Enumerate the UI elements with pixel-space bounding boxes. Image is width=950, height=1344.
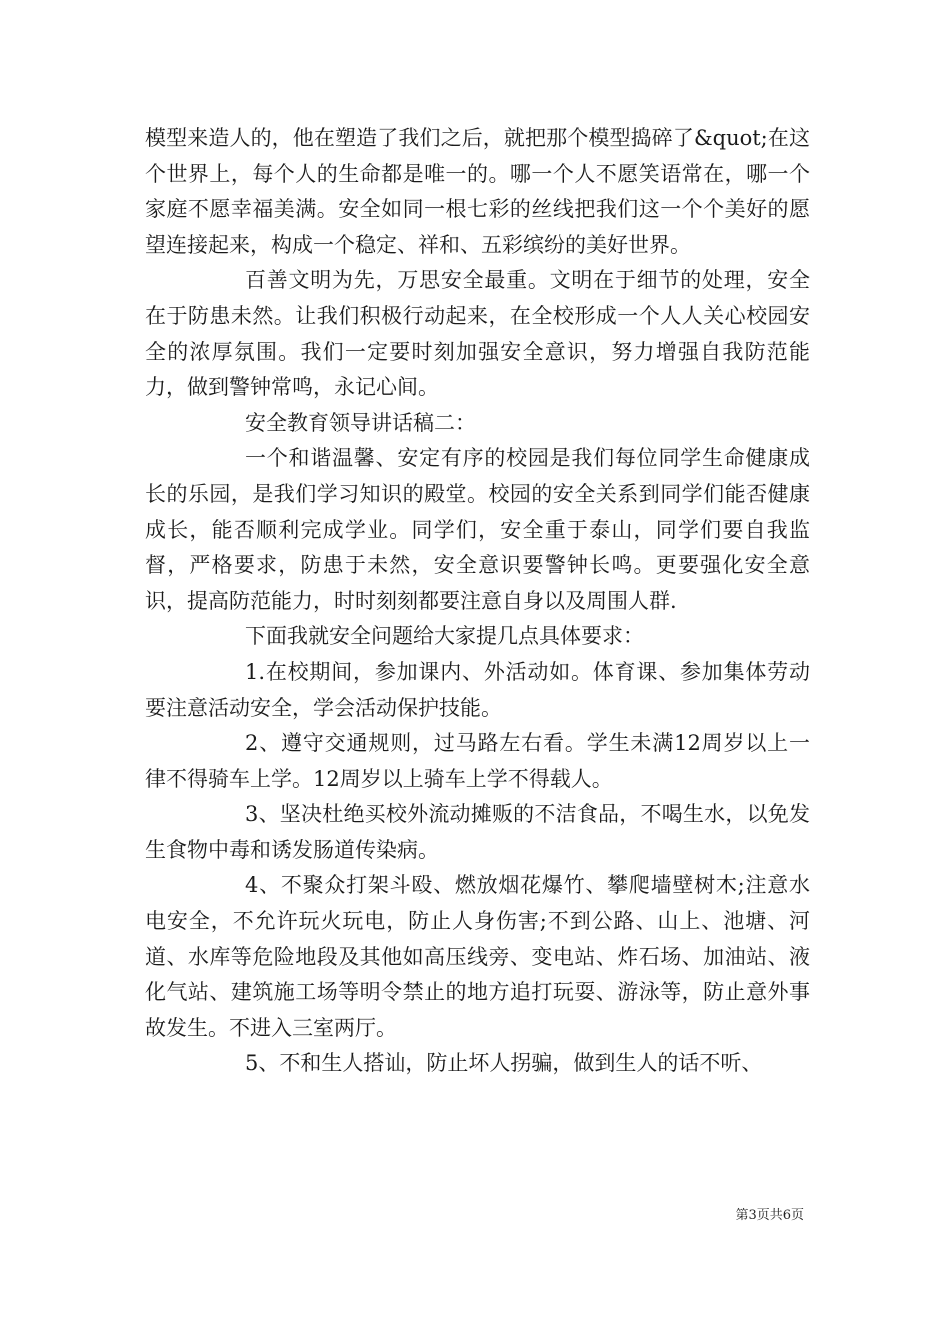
list-item-4: 4、不聚众打架斗殴、燃放烟花爆竹、攀爬墙壁树木;注意水电安全，不允许玩火玩电，防止人身伤害;不到公路、山上、池塘、河道、水库等危险地段及其他如高压线旁、变电站、炸石场、加油站、液化气站、建筑施工场等明令禁止的地方追打玩耍、游泳等，防止意外事故发生。不进入三室两厅。 (145, 873, 810, 1040)
list-item-5: 5、不和生人搭讪，防止坏人拐骗，做到生人的话不听、 (245, 1051, 763, 1076)
list-item-3: 3、坚决杜绝买校外流动摊贩的不洁食品，不喝生水，以免发生食物中毒和诱发肠道传染病。 (145, 802, 810, 862)
section-heading: 安全教育领导讲话稿二： (245, 410, 476, 435)
list-item-1: 1.在校期间，参加课内、外活动如。体育课、参加集体劳动要注意活动安全，学会活动保护技能。 (145, 659, 810, 720)
paragraph-1: 模型来造人的，他在塑造了我们之后，就把那个模型捣碎了&quot;在这个世界上，每个人的生命都是唯一的。哪一个人不愿笑语常在，哪一个家庭不愿幸福美满。安全如同一根七彩的丝线把我们这一个个美好的愿望连接起来，构成一个稳定、祥和、五彩缤纷的美好世界。 (145, 126, 810, 257)
paragraph-2: 百善文明为先，万思安全最重。文明在于细节的处理，安全在于防患未然。让我们积极行动起来，在全校形成一个人人关心校园安全的浓厚氛围。我们一定要时刻加强安全意识，努力增强自我防范能力，做到警钟常鸣，永记心间。 (145, 268, 810, 400)
list-item-2: 2、遵守交通规则，过马路左右看。学生未满12周岁以上一律不得骑车上学。12周岁以上骑车上学不得载人。 (145, 731, 810, 791)
page-number-footer: 第3页共6页 (735, 1208, 804, 1223)
document-body (145, 121, 810, 1082)
paragraph-5: 下面我就安全问题给大家提几点具体要求： (245, 624, 644, 649)
paragraph-4: 一个和谐温馨、安定有序的校园是我们每位同学生命健康成长的乐园，是我们学习知识的殿堂。校园的安全关系到同学们能否健康成长，能否顺利完成学业。同学们，安全重于泰山，同学们要自我监督，严格要求，防患于未然，安全意识要警钟长鸣。更要强化安全意识，提高防范能力，时时刻刻都要注意自身以及周围人群. (145, 446, 810, 613)
